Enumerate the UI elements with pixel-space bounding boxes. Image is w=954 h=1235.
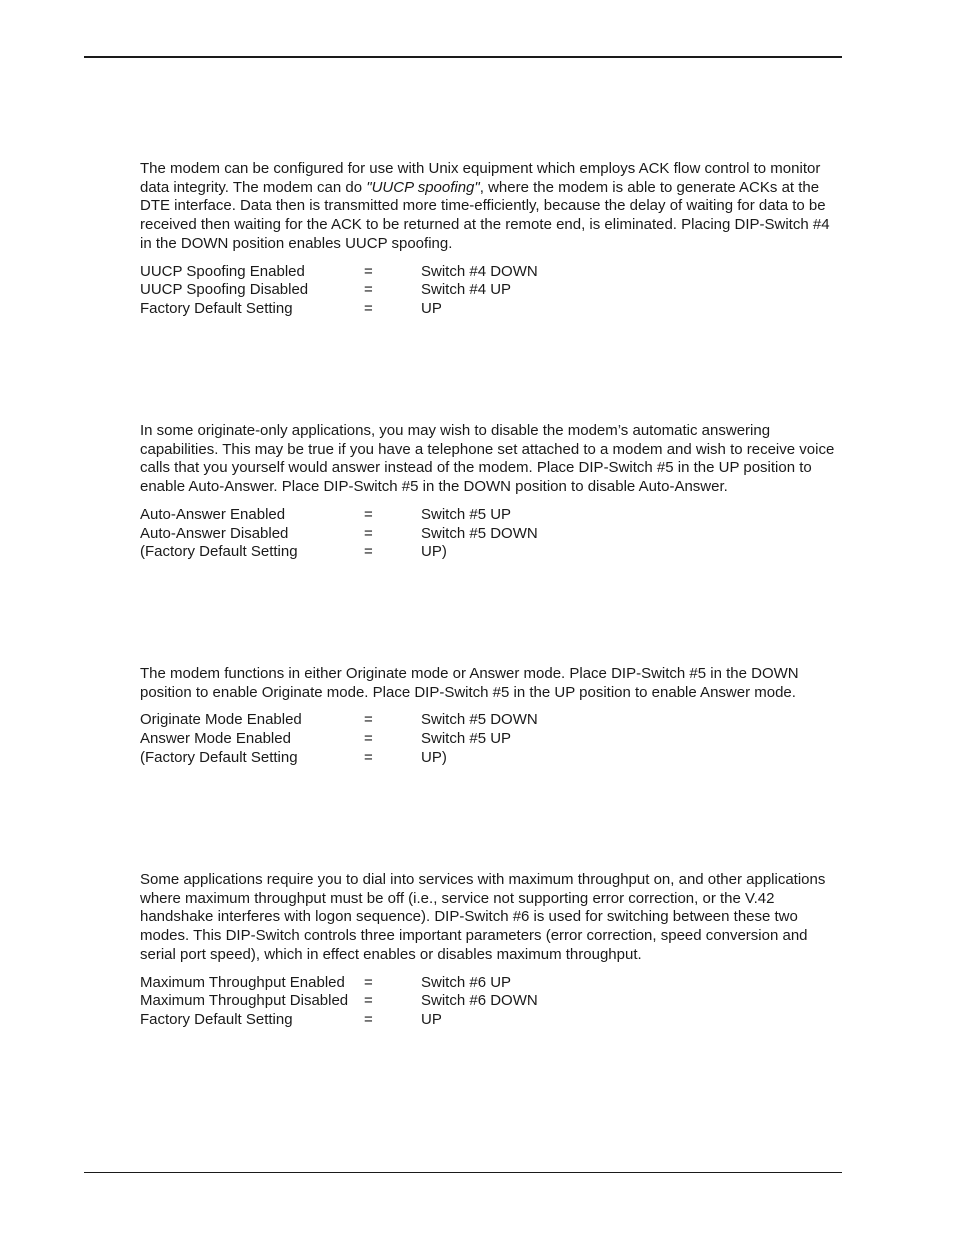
equals-sign: = [364,973,373,991]
equals-sign: = [364,300,373,318]
setting-row [140,749,840,768]
setting-value: UP) [421,543,447,561]
originate-answer-section [140,665,840,768]
setting-label: Answer Mode Enabled [140,730,291,748]
setting-value: Switch #4 DOWN [421,262,538,280]
setting-value: Switch #5 UP [421,730,512,748]
setting-value: Switch #5 DOWN [421,711,538,729]
setting-label: Maximum Throughput Enabled [140,973,345,991]
footer-rule [84,1172,842,1173]
setting-value: UP) [421,749,447,766]
equals-sign: = [364,505,373,523]
setting-value: UP [421,1011,442,1029]
setting-value: Switch #5 UP [421,505,512,523]
section-paragraph: The modem functions in either Originate mode or Answer mode. Place DIP-Switch #5 in the DOWN position to enable Originate mode. Place DIP-Switch #5 in the UP position to enable Answer mode. [140,665,799,701]
setting-label: Originate Mode Enabled [140,711,302,729]
auto-answer-section [140,422,840,562]
setting-label: Maximum Throughput Disabled [140,992,349,1010]
setting-value: Switch #6 DOWN [421,992,538,1010]
setting-row [140,1011,840,1030]
setting-table [140,711,840,767]
equals-sign: = [364,730,373,748]
setting-value: Switch #6 UP [421,973,512,991]
setting-table [140,263,840,319]
max-throughput-section [140,871,840,1030]
setting-label: UUCP Spoofing Disabled [140,281,309,299]
section-paragraph: Some applications require you to dial into services with maximum throughput on, and other applications where maximum throughput must be off (i.e., service not supporting error correction, or the V.42 handshake interferes with logon sequence). DIP-Switch #6 is used for switching between these two modes. This DIP-Switch controls three important parameters (error correction, speed conversion and serial port speed), which in effect enables or disables maximum throughput. [140,871,826,963]
section-paragraph: In some originate-only applications, you may wish to disable the modem’s automatic answering capabilities. This may be true if you have a telephone set attached to a modem and wish to receive voice calls that you yourself would answer instead of the modem. Place DIP-Switch #5 in the UP position to enable Auto-Answer. Place DIP-Switch #5 in the DOWN position to disable Auto-Answer. [140,422,835,496]
setting-row [140,730,840,749]
setting-row [140,525,840,544]
setting-table [140,974,840,1030]
setting-label: Auto-Answer Enabled [140,505,286,523]
equals-sign: = [364,711,373,729]
setting-label: Factory Default Setting [140,1011,293,1029]
equals-sign: = [364,543,373,561]
setting-label: (Factory Default Setting [140,749,298,766]
uucp-spoofing-section [140,160,840,319]
setting-label: Factory Default Setting [140,300,293,318]
equals-sign: = [364,524,373,542]
header-rule [84,56,842,58]
uucp-spoofing-term: "UUCP spoofing" [366,178,480,196]
equals-sign: = [364,262,373,280]
setting-table [140,506,840,562]
equals-sign: = [364,281,373,299]
setting-row [140,992,840,1011]
equals-sign: = [364,992,373,1010]
setting-row [140,281,840,300]
setting-row [140,263,840,282]
setting-row [140,543,840,562]
setting-value: Switch #5 DOWN [421,524,538,542]
setting-label: (Factory Default Setting [140,543,298,561]
setting-row [140,506,840,525]
setting-label: Auto-Answer Disabled [140,524,289,542]
setting-value: UP [421,300,442,318]
setting-value: Switch #4 UP [421,281,512,299]
equals-sign: = [364,1011,373,1029]
section-paragraph: The modem can be configured for use with Unix equipment which employs ACK flow control to monitor data integrity. The modem can do "UUCP spoofing", where the modem is able to generate ACKs at the DTE interface. Data then is transmitted more time-efficiently, because the delay of waiting for data to be received then waiting for the ACK to be returned at the remote end, is eliminated. Placing DIP-Switch #4 in the DOWN position enables UUCP spoofing. [140,160,830,252]
setting-label: UUCP Spoofing Enabled [140,262,305,280]
setting-row [140,974,840,993]
equals-sign: = [364,749,373,766]
setting-row [140,711,840,730]
setting-row [140,300,840,319]
